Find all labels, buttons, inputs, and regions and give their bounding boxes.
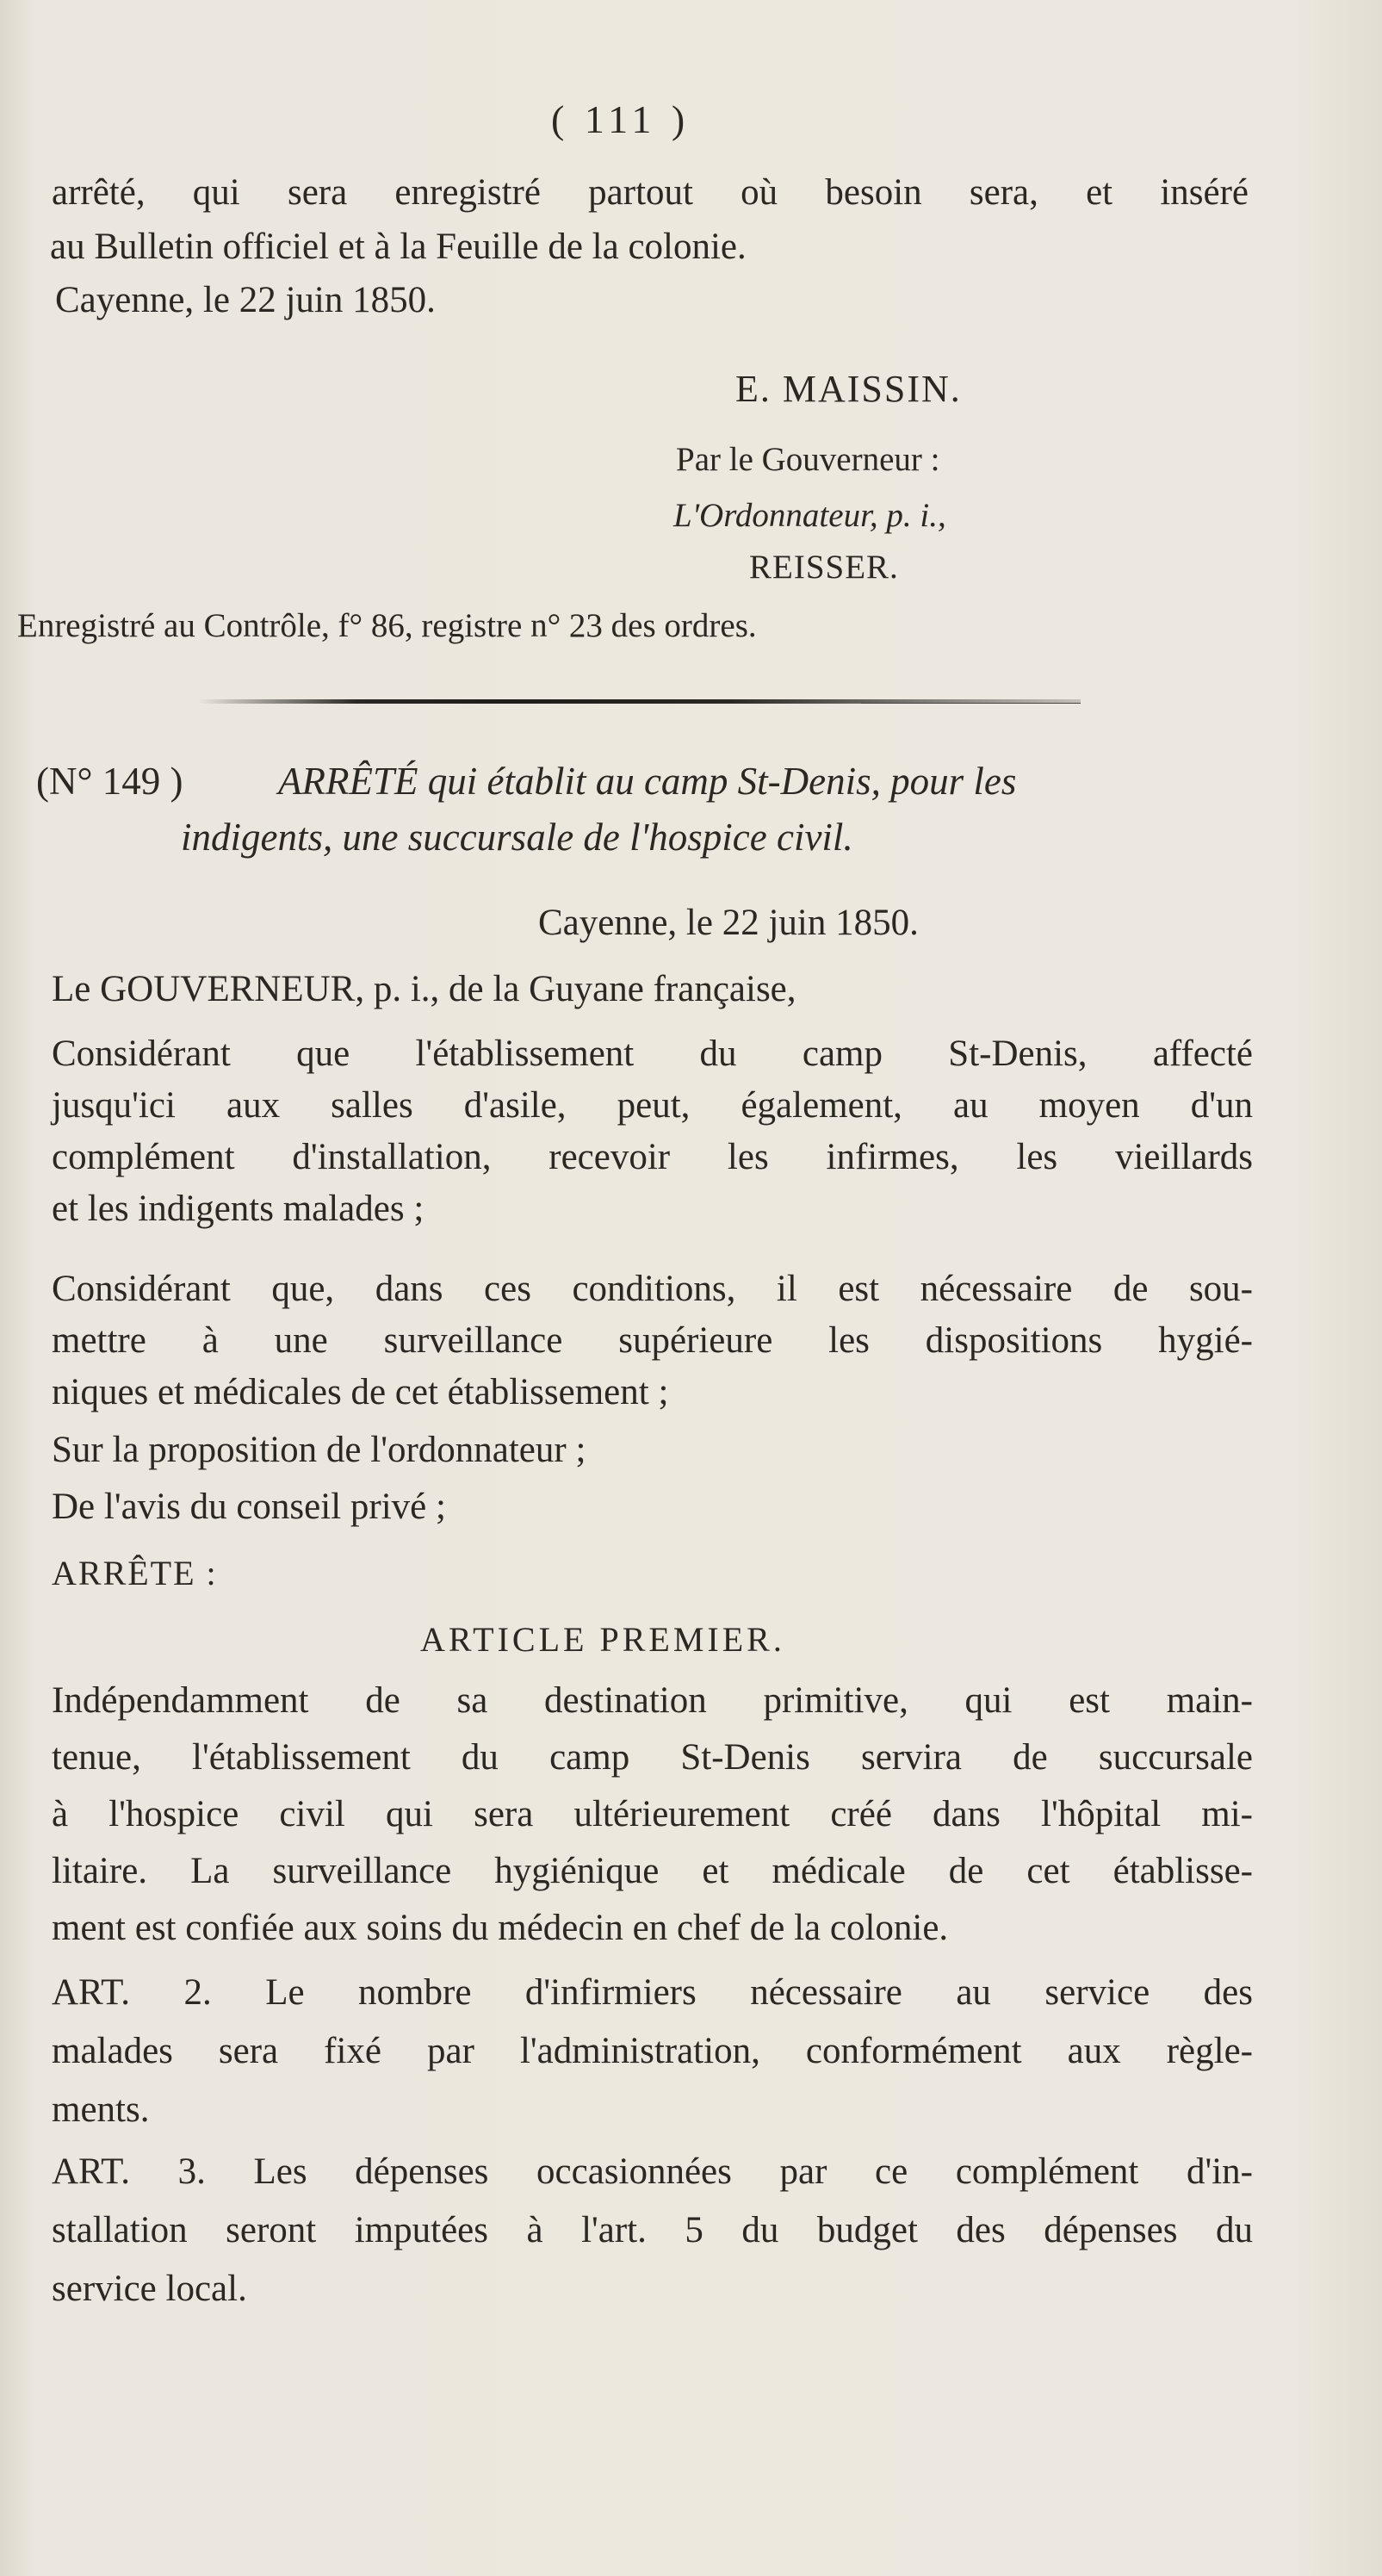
considerant-line: Considérant que l'établissement du camp St-Denis, affecté [52, 1034, 1253, 1074]
article-line: ART. 3. Les dépenses occasionnées par ce complément d'in- [52, 2151, 1253, 2192]
article-line: stallation seront imputées à l'art. 5 du budget des dépenses du [52, 2210, 1253, 2250]
decree-date: Cayenne, le 22 juin 1850. [538, 903, 919, 943]
article-line: service local. [52, 2269, 247, 2309]
article-line: malades sera fixé par l'administration, conformément aux règle- [52, 2031, 1253, 2071]
decree-number: (N° 149 ) [36, 760, 183, 803]
article-line: litaire. La surveillance hygiénique et médicale de cet établisse- [52, 1851, 1253, 1891]
text-line: arrêté, qui sera enregistré partout où besoin sera, et inséré [52, 172, 1249, 213]
page-number: ( 111 ) [551, 97, 691, 141]
separator-rule-thin [861, 703, 1081, 704]
considerant-line: complément d'installation, recevoir les infirmes, les vieillards [52, 1137, 1253, 1177]
article-title: ARTICLE PREMIER. [420, 1620, 785, 1659]
considerant-line: niques et médicales de cet établissement ; [52, 1372, 669, 1412]
article-line: Indépendamment de sa destination primitive, qui est main- [52, 1680, 1253, 1721]
article-line: ment est confiée aux soins du médecin en chef de la colonie. [52, 1908, 949, 1948]
governor-line: Le GOUVERNEUR, p. i., de la Guyane française, [52, 969, 796, 1009]
ordonnateur-line [673, 493, 946, 539]
article-line: ments. [52, 2089, 150, 2130]
signature-title: Par le Gouverneur : [676, 441, 940, 478]
proposition-line: Sur la proposition de l'ordonnateur ; [52, 1430, 586, 1470]
signature-name: E. MAISSIN. [735, 368, 962, 410]
decree-title: ARRÊTÉ qui établit au camp St-Denis, pour les [278, 760, 1017, 803]
article-line: tenue, l'établissement du camp St-Denis servira de succursale [52, 1737, 1253, 1778]
considerant-line: Considérant que, dans ces conditions, il est nécessaire de sou- [52, 1269, 1253, 1309]
article-line: à l'hospice civil qui sera ultérieurement créé dans l'hôpital mi- [52, 1794, 1253, 1834]
text-line: au Bulletin officiel et à la Feuille de la colonie. [50, 227, 747, 267]
date-line: Cayenne, le 22 juin 1850. [55, 280, 436, 320]
decree-title: indigents, une succursale de l'hospice civil. [181, 816, 853, 859]
article-line: ART. 2. Le nombre d'infirmiers nécessaire au service des [52, 1972, 1253, 2013]
avis-line: De l'avis du conseil privé ; [52, 1487, 446, 1527]
considerant-line: mettre à une surveillance supérieure les dispositions hygié- [52, 1320, 1253, 1361]
signature-name: REISSER. [749, 549, 899, 586]
ordonnateur-text: L'Ordonnateur, p. i., [673, 497, 946, 534]
registration-line: Enregistré au Contrôle, f° 86, registre n° 23 des ordres. [17, 607, 757, 644]
considerant-line: jusqu'ici aux salles d'asile, peut, également, au moyen d'un [52, 1085, 1253, 1126]
arrete-label: ARRÊTE : [52, 1554, 218, 1592]
considerant-line: et les indigents malades ; [52, 1189, 425, 1229]
